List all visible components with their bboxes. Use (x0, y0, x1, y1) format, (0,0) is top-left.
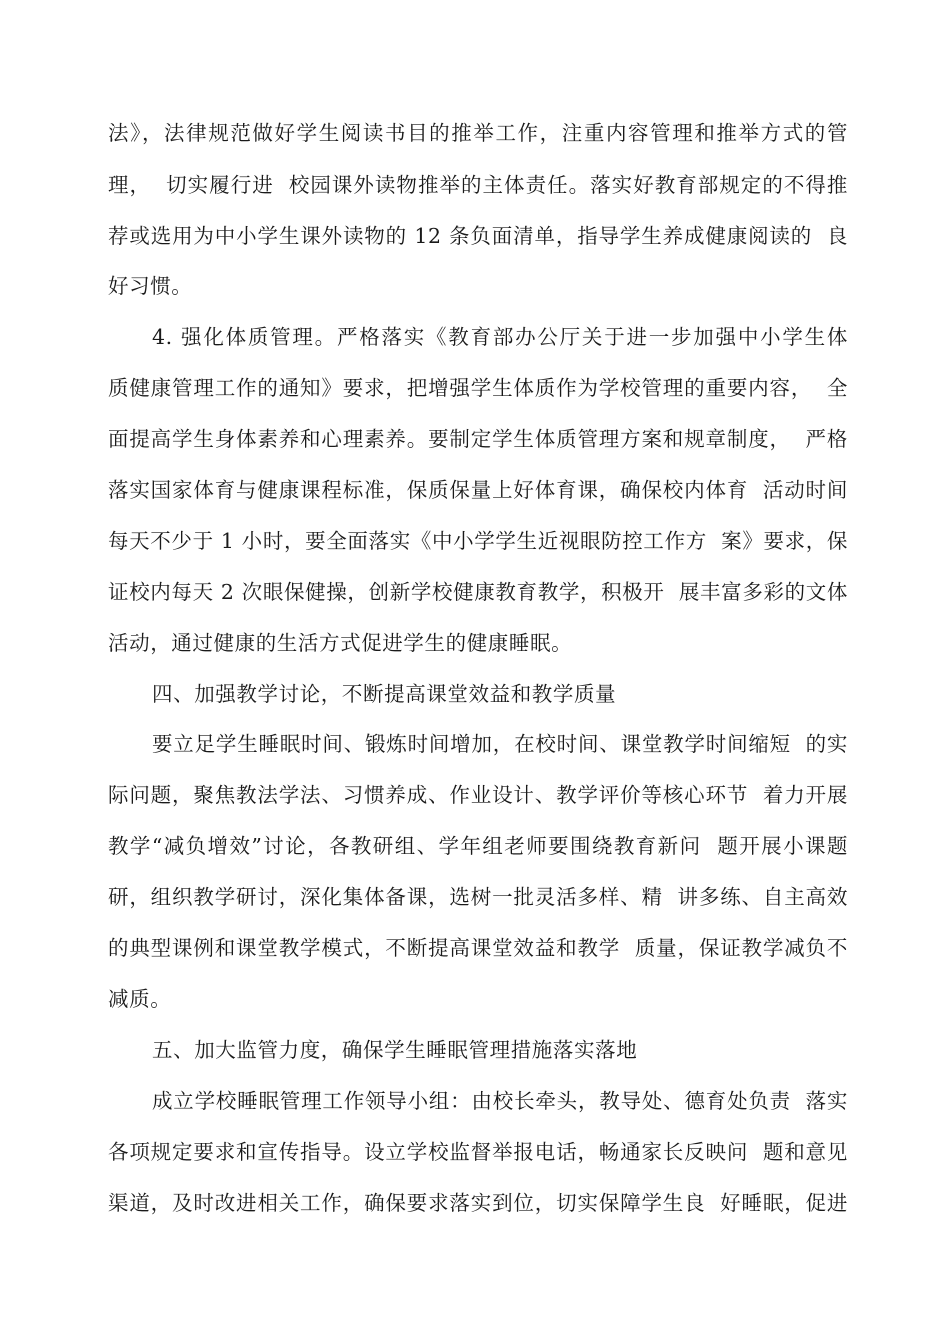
paragraph-line: 活动，通过健康的生活方式促进学生的健康睡眠。 (108, 631, 573, 655)
paragraph-line: 落实国家体育与健康课程标准，保质保量上好体育课，确保校内体育 活动时间 (108, 478, 848, 502)
paragraph-line: 教学“减负增效”讨论，各教研组、学年组老师要围绕教育新问 题开展小课题 (108, 834, 848, 858)
paragraph-line: 4. 强化体质管理。严格落实《教育部办公厅关于进一步加强中小学生体 (152, 325, 848, 349)
paragraph-line: 减质。 (108, 987, 172, 1011)
section-heading: 四、加强教学讨论，不断提高课堂效益和教学质量 (152, 682, 617, 706)
paragraph-line: 成立学校睡眠管理工作领导小组：由校长牵头，教导处、德育处负责 落实 (152, 1089, 848, 1113)
paragraph-line: 渠道，及时改进相关工作，确保要求落实到位，切实保障学生良 好睡眠，促进 (108, 1191, 848, 1215)
section-heading: 五、加大监管力度，确保学生睡眠管理措施落实落地 (152, 1038, 638, 1062)
paragraph-line: 每天不少于 1 小时，要全面落实《中小学学生近视眼防控工作方 案》要求，保 (108, 529, 848, 553)
paragraph-line: 法》，法律规范做好学生阅读书目的推举工作，注重内容管理和推举方式的管 (108, 121, 848, 145)
paragraph-line: 证校内每天 2 次眼保健操，创新学校健康教育教学，积极开 展丰富多彩的文体 (108, 580, 848, 604)
paragraph-line: 研，组织教学研讨，深化集体备课，选树一批灵活多样、精 讲多练、自主高效 (108, 885, 848, 909)
paragraph-line: 好习惯。 (108, 274, 193, 298)
paragraph-line: 荐或选用为中小学生课外读物的 12 条负面清单，指导学生养成健康阅读的 良 (108, 224, 848, 248)
paragraph-line: 际问题，聚焦教法学法、习惯养成、作业设计、教学评价等核心环节 着力开展 (108, 783, 848, 807)
paragraph-line: 的典型课例和课堂教学模式，不断提高课堂效益和教学 质量，保证教学减负不 (108, 936, 848, 960)
paragraph-line: 各项规定要求和宣传指导。设立学校监督举报电话，畅通家长反映问 题和意见 (108, 1140, 848, 1164)
paragraph-line: 面提高学生身体素养和心理素养。要制定学生体质管理方案和规章制度， 严格 (108, 427, 848, 451)
paragraph-line: 质健康管理工作的通知》要求，把增强学生体质作为学校管理的重要内容， 全 (108, 376, 848, 400)
paragraph-line: 理， 切实履行进 校园课外读物推举的主体责任。落实好教育部规定的不得推 (108, 173, 848, 197)
paragraph-line: 要立足学生睡眠时间、锻炼时间增加，在校时间、课堂教学时间缩短 的实 (152, 732, 848, 756)
